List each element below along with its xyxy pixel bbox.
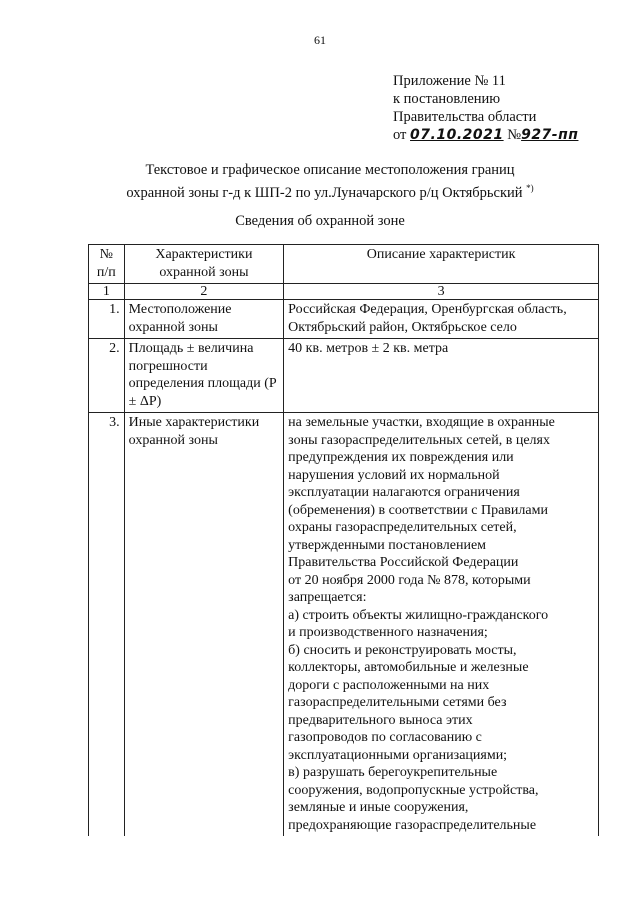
date-prefix: от — [393, 127, 407, 143]
col-number-1: 1 — [89, 284, 125, 300]
title-line-2-text: охранной зоны г-д к ШП-2 по ул.Луначарского р/ц Октябрьский — [126, 184, 523, 201]
resolution-date: 07.10.2021 — [410, 127, 504, 143]
row-num: 1. — [89, 300, 125, 339]
title-line-1: Текстовое и графическое описание местоположения границ — [145, 162, 515, 178]
protection-zone-table — [88, 244, 599, 836]
section-title: Сведения об охранной зоне — [235, 213, 405, 229]
description-line: Правительства Российской Федерации — [288, 555, 519, 570]
description-line: дороги с расположенными на них — [288, 677, 490, 693]
description-line: коллекторы, автомобильные и железные — [288, 660, 529, 675]
appendix-line-1: Приложение № 11 — [393, 73, 506, 89]
description-line: газораспределительными сетями без — [288, 695, 507, 710]
description-line: предупреждения их повреждения или — [288, 450, 514, 465]
row-characteristic: Площадь ± величина погрешности определения площади (P ± ΔP) — [124, 339, 284, 413]
description-line: на земельные участки, входящие в охранные — [288, 415, 555, 430]
appendix-line-3: Правительства области — [393, 109, 537, 125]
description-line: (обременения) в соответствии с Правилами — [288, 502, 548, 518]
description-line: а) строить объекты жилищно-гражданского — [288, 607, 549, 623]
description-line: от 20 ноября 2000 года № 878, которыми — [288, 572, 531, 588]
column-number-row — [89, 284, 599, 300]
page-number: 61 — [314, 33, 326, 47]
row-num: 3. — [89, 413, 125, 837]
description-line: эксплуатационными организациями; — [288, 747, 508, 763]
document-title — [60, 161, 600, 202]
resolution-number: 927-пп — [521, 127, 579, 143]
col-number-2: 2 — [124, 284, 284, 300]
table-header-row — [89, 245, 599, 284]
description-line: охраны газораспределительных сетей, — [288, 520, 517, 535]
row-characteristic: Местоположение охранной зоны — [124, 300, 284, 339]
appendix-line-2: к постановлению — [393, 91, 501, 107]
table-row — [89, 300, 599, 339]
row-description: 40 кв. метров ± 2 кв. метра — [284, 339, 599, 413]
description-line: предохраняющие газораспределительные — [288, 817, 537, 833]
description-line: земляные и иные сооружения, — [288, 800, 469, 815]
row-description: Российская Федерация, Оренбургская область, Октябрьский район, Октябрьское село — [284, 300, 599, 339]
description-line: б) сносить и реконструировать мосты, — [288, 642, 517, 658]
description-line: запрещается: — [288, 590, 367, 605]
appendix-date-line — [393, 126, 578, 144]
description-line: и производственного назначения; — [288, 625, 488, 640]
table-row — [89, 339, 599, 413]
description-line: нарушения условий их нормальной — [288, 467, 500, 483]
row-num: 2. — [89, 339, 125, 413]
description-line: эксплуатации налагаются ограничения — [288, 485, 520, 500]
appendix-block — [393, 72, 578, 144]
description-line: зоны газораспределительных сетей, в целях — [288, 432, 550, 448]
number-prefix: № — [507, 127, 522, 143]
header-characteristic: Характеристики охранной зоны — [124, 245, 284, 284]
description-line: в) разрушать берегоукрепительные — [288, 765, 498, 780]
description-line: предварительного выноса этих — [288, 712, 473, 728]
row-description-list — [284, 413, 599, 837]
footnote-mark: *) — [526, 183, 534, 193]
description-line: газопроводов по согласованию с — [288, 730, 482, 745]
description-line: сооружения, водопропускные устройства, — [288, 782, 539, 798]
header-description: Описание характеристик — [284, 245, 599, 284]
row-characteristic: Иные характеристики охранной зоны — [124, 413, 284, 837]
description-line: утвержденными постановлением — [288, 537, 487, 553]
col-number-3: 3 — [284, 284, 599, 300]
header-num: № п/п — [89, 245, 125, 284]
table-row — [89, 413, 599, 837]
title-line-2 — [60, 179, 600, 202]
